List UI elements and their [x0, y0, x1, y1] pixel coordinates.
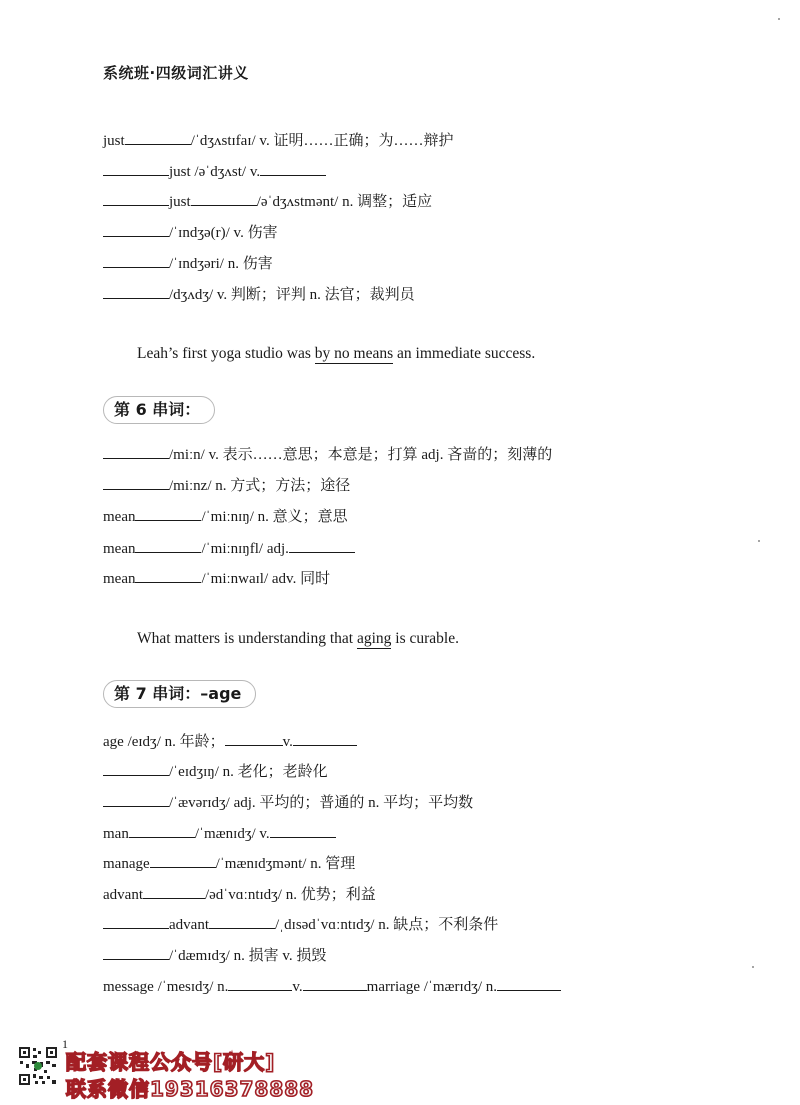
fill-blank	[103, 945, 169, 960]
vocab-line	[103, 191, 432, 212]
fill-blank	[143, 884, 205, 899]
fill-blank	[103, 222, 169, 237]
word-mid: just	[169, 194, 191, 210]
fill-blank	[191, 191, 257, 206]
fill-blank	[135, 506, 201, 521]
fill-blank	[270, 823, 336, 838]
vocab-line	[103, 161, 326, 182]
fill-blank	[150, 853, 216, 868]
vocab-line	[103, 506, 348, 527]
fill-blank	[135, 568, 201, 583]
word-prefix: mean	[103, 541, 136, 557]
fill-blank	[103, 444, 169, 459]
vocab-line	[103, 284, 415, 305]
sentence-text: Leah’s first yoga studio was	[137, 345, 315, 362]
scan-speck	[752, 966, 754, 968]
word-mid: advant	[169, 917, 209, 933]
vocab-line	[103, 945, 326, 966]
sentence-text: an immediate success.	[393, 345, 536, 362]
word-prefix: mean	[103, 571, 136, 587]
definition: /ˈeɪdʒɪŋ/ n. 老化；老龄化	[169, 764, 328, 780]
example-sentence	[137, 629, 459, 649]
vocab-line	[103, 568, 330, 589]
vocab-line	[103, 444, 552, 465]
definition: /ˈdʒʌstɪfaɪ/ v. 证明……正确；为……辩护	[190, 133, 454, 149]
word-prefix: mean	[103, 509, 136, 525]
definition: /dʒʌdʒ/ v. 判断；评判 n. 法官；裁判员	[169, 287, 415, 303]
vocab-line	[103, 853, 355, 874]
sentence-text: What matters is understanding that	[137, 630, 357, 647]
definition: /ˈdæmɪdʒ/ n. 损害 v. 损毁	[169, 948, 327, 964]
fill-blank	[103, 191, 169, 206]
definition: age /eɪdʒ/ n. 年龄；	[103, 734, 225, 750]
fill-blank	[289, 538, 355, 553]
word-prefix: manage	[103, 856, 150, 872]
section-badge-6: 第 6 串词：	[103, 396, 215, 424]
vocab-line	[103, 823, 336, 844]
vocab-line	[103, 222, 278, 243]
fill-blank	[135, 538, 201, 553]
definition: /miːnz/ n. 方式；方法；途径	[169, 478, 351, 494]
vocab-line	[103, 914, 498, 935]
vocab-line	[103, 761, 328, 782]
fill-blank	[103, 914, 169, 929]
vocab-line	[103, 538, 355, 559]
vocab-line	[103, 792, 473, 813]
page-header-title: 系统班·四级词汇讲义	[103, 64, 249, 82]
definition: /ˈmiːnɪŋfl/ adj.	[201, 541, 289, 557]
fill-blank	[125, 130, 191, 145]
word-prefix: advant	[103, 887, 143, 903]
definition: /ˈmiːnɪŋ/ n. 意义；意思	[201, 509, 348, 525]
vocab-line	[103, 475, 350, 496]
sentence-text: is curable.	[391, 630, 459, 647]
definition: /ˌdɪsədˈvɑːntɪdʒ/ n. 缺点；不利条件	[274, 917, 499, 933]
watermark-text: 配套课程公众号[研大]	[66, 1050, 276, 1074]
definition: /ədˈvɑːntɪdʒ/ n. 优势；利益	[204, 887, 376, 903]
fill-blank	[103, 284, 169, 299]
scan-speck	[758, 540, 760, 542]
section-badge-7: 第 7 串词：–age	[103, 680, 256, 708]
fill-blank	[129, 823, 195, 838]
definition: /ˈɪndʒəri/ n. 伤害	[169, 256, 273, 272]
fill-blank	[260, 161, 326, 176]
vocab-line	[103, 976, 561, 997]
scan-speck	[778, 18, 780, 20]
fill-blank	[103, 761, 169, 776]
underlined-phrase: aging	[356, 630, 392, 647]
page-number: 1	[62, 1037, 68, 1051]
definition: /ˈævərɪdʒ/ adj. 平均的；普通的 n. 平均；平均数	[169, 795, 474, 811]
fill-blank	[209, 914, 275, 929]
vocab-line	[103, 130, 453, 151]
word-prefix: man	[103, 826, 129, 842]
vocab-line	[103, 884, 376, 905]
fill-blank	[228, 976, 292, 991]
fill-blank	[497, 976, 561, 991]
fill-blank	[225, 731, 283, 746]
watermark-text: 联系微信19316378888	[66, 1077, 315, 1101]
word-prefix: just	[103, 133, 125, 149]
definition: /ˈɪndʒə(r)/ v. 伤害	[169, 225, 278, 241]
definition: message /ˈmesɪdʒ/ n.	[103, 979, 229, 995]
vocab-line	[103, 253, 273, 274]
definition: marriage /ˈmærɪdʒ/ n.	[366, 979, 498, 995]
example-sentence	[137, 344, 535, 364]
definition: /ˈmænɪdʒmənt/ n. 管理	[215, 856, 356, 872]
fill-blank	[103, 475, 169, 490]
definition: v.	[292, 979, 303, 995]
definition: /ˈmiːnwaɪl/ adv. 同时	[201, 571, 331, 587]
underlined-phrase: by no means	[314, 345, 394, 362]
definition: /əˈdʒʌstmənt/ n. 调整；适应	[256, 194, 433, 210]
fill-blank	[303, 976, 367, 991]
fill-blank	[103, 161, 169, 176]
fill-blank	[103, 253, 169, 268]
definition: /miːn/ v. 表示……意思；本意是；打算 adj. 吝啬的；刻薄的	[169, 447, 553, 463]
definition: just /əˈdʒʌst/ v.	[169, 164, 261, 180]
fill-blank	[293, 731, 357, 746]
definition: /ˈmænɪdʒ/ v.	[194, 826, 270, 842]
fill-blank	[103, 792, 169, 807]
definition: v.	[282, 734, 293, 750]
vocab-line	[103, 731, 357, 752]
qr-code-icon	[18, 1046, 58, 1086]
